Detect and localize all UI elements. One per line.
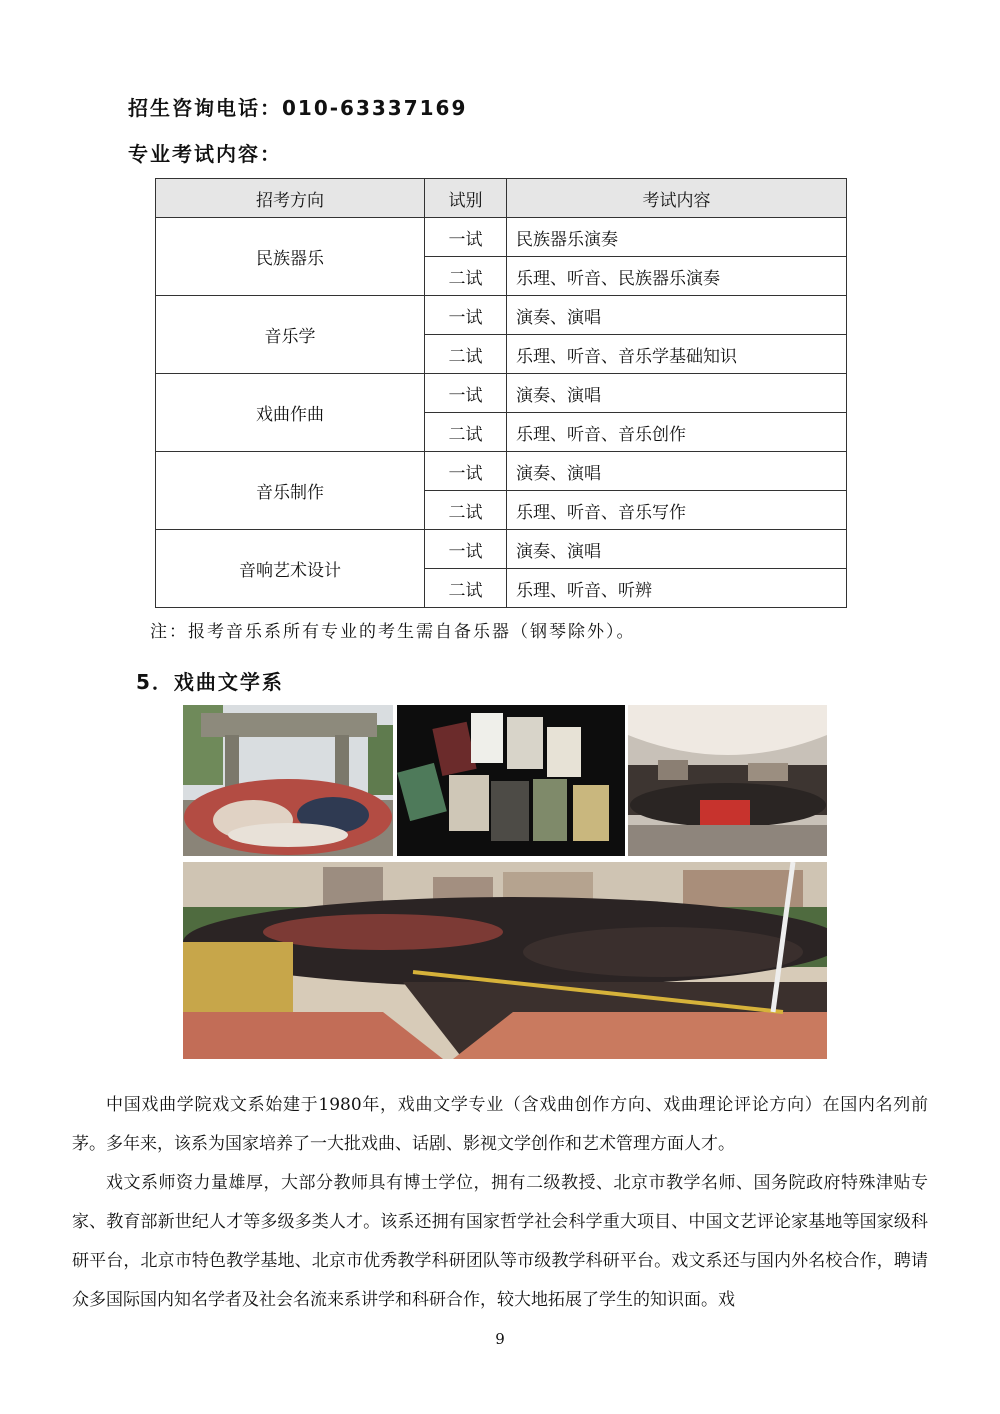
- header-round: 试别: [425, 179, 507, 218]
- round-cell: 一试: [425, 374, 507, 413]
- exam-table: [155, 178, 847, 608]
- content-cell: 乐理、听音、音乐写作: [507, 491, 847, 530]
- section-heading: 5．戏曲文学系: [136, 670, 284, 694]
- admission-phone: 招生咨询电话：010-63337169: [128, 96, 468, 120]
- content-cell: 演奏、演唱: [507, 452, 847, 491]
- content-cell: 演奏、演唱: [507, 530, 847, 569]
- round-cell: 二试: [425, 569, 507, 608]
- direction-cell: 戏曲作曲: [156, 374, 425, 452]
- content-cell: 民族器乐演奏: [507, 218, 847, 257]
- table-row: [156, 218, 847, 257]
- table-row: [156, 530, 847, 569]
- content-cell: 乐理、听音、民族器乐演奏: [507, 257, 847, 296]
- page-number: 9: [495, 1330, 505, 1348]
- exam-content-title: 专业考试内容：: [128, 142, 282, 166]
- table-header-row: [156, 179, 847, 218]
- round-cell: 一试: [425, 530, 507, 569]
- round-cell: 一试: [425, 218, 507, 257]
- round-cell: 二试: [425, 257, 507, 296]
- paragraph: 中国戏曲学院戏文系始建于1980年，戏曲文学专业（含戏曲创作方向、戏曲理论评论方向）在国内名列前茅。多年来，该系为国家培养了一大批戏曲、话剧、影视文学创作和艺术管理方面人才。: [72, 1095, 928, 1154]
- round-cell: 二试: [425, 335, 507, 374]
- content-cell: 演奏、演唱: [507, 296, 847, 335]
- direction-cell: 音响艺术设计: [156, 530, 425, 608]
- table-row: [156, 374, 847, 413]
- instrument-note: 注：报考音乐系所有专业的考生需自备乐器（钢琴除外）。: [150, 622, 636, 642]
- paragraph: 戏文系师资力量雄厚，大部分教师具有博士学位，拥有二级教授、北京市教学名师、国务院政府特殊津贴专家、教育部新世纪人才等多级多类人才。该系还拥有国家哲学社会科学重大项目、中国文艺评论家基地等国家级科研平台，北京市特色教学基地、北京市优秀教学科研团队等市级教学科研平台。戏文系还与国内外名校合作，聘请众多国际国内知名学者及社会名流来系讲学和科研合作，较大地拓展了学生的知识面。戏: [72, 1173, 928, 1310]
- content-cell: 乐理、听音、听辨: [507, 569, 847, 608]
- round-cell: 一试: [425, 452, 507, 491]
- group-photo-gate: [183, 705, 393, 856]
- books-photo: [397, 705, 625, 856]
- round-cell: 二试: [425, 491, 507, 530]
- header-direction: 招考方向: [156, 179, 425, 218]
- round-cell: 一试: [425, 296, 507, 335]
- indoor-group-photo: [628, 705, 827, 856]
- content-cell: 乐理、听音、音乐创作: [507, 413, 847, 452]
- table-row: [156, 452, 847, 491]
- round-cell: 二试: [425, 413, 507, 452]
- content-cell: 演奏、演唱: [507, 374, 847, 413]
- table-row: [156, 296, 847, 335]
- header-content: 考试内容: [507, 179, 847, 218]
- panorama-crowd-photo: [183, 862, 827, 1059]
- direction-cell: 音乐制作: [156, 452, 425, 530]
- direction-cell: 民族器乐: [156, 218, 425, 296]
- direction-cell: 音乐学: [156, 296, 425, 374]
- content-cell: 乐理、听音、音乐学基础知识: [507, 335, 847, 374]
